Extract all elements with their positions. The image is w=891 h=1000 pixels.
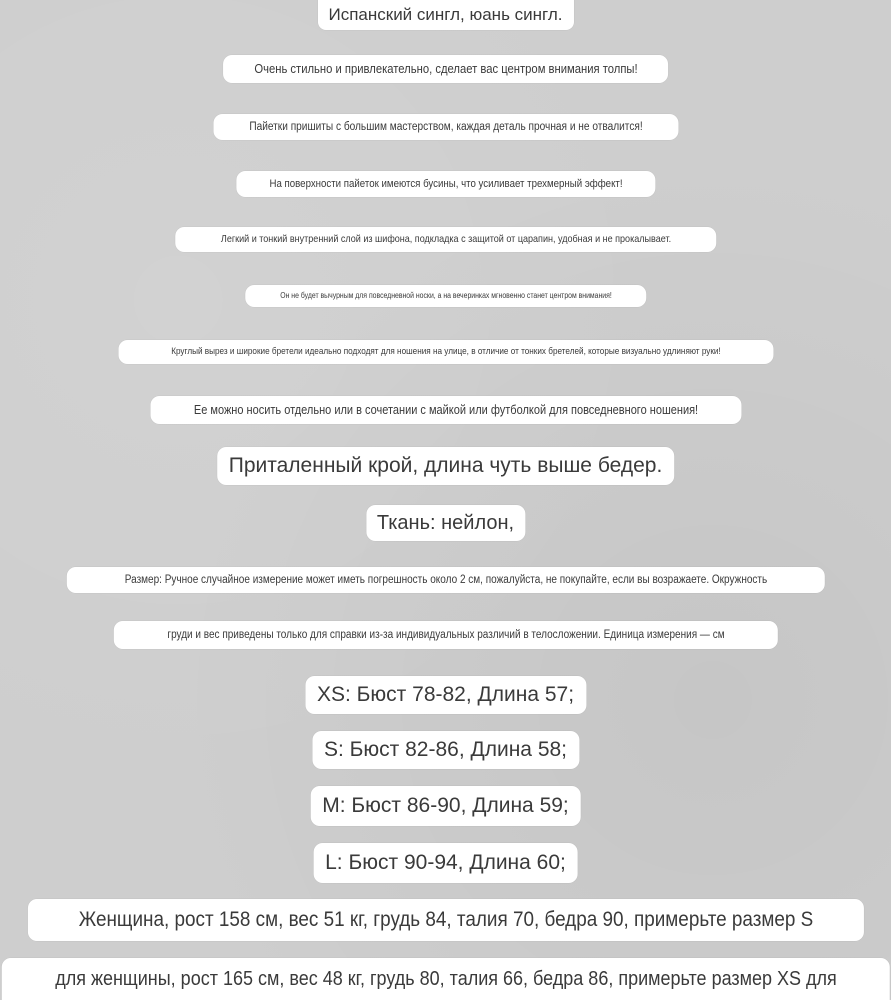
caption-line: Женщина, рост 158 см, вес 51 кг, грудь 84, талия 70, бедра 90, примерьте размер S xyxy=(27,899,863,941)
caption-line: Размер: Ручное случайное измерение может иметь погрешность около 2 см, пожалуйста, не покупайте, если вы возражаете. Окружность xyxy=(66,567,824,593)
caption-line: Ткань: нейлон, xyxy=(366,505,525,541)
caption-line: Круглый вырез и широкие бретели идеально подходят для ношения на улице, в отличие от тонких бретелей, которые визуально удлиняют руки! xyxy=(118,340,773,364)
caption-line: для женщины, рост 165 см, вес 48 кг, грудь 80, талия 66, бедра 86, примерьте размер XS для xyxy=(1,958,889,1000)
size-line: M: Бюст 86-90, Длина 59; xyxy=(310,786,581,826)
caption-line: Приталенный крой, длина чуть выше бедер. xyxy=(217,447,675,485)
caption-line: Очень стильно и привлекательно, сделает вас центром внимания толпы! xyxy=(223,55,669,83)
caption-line: Пайетки пришиты с большим мастерством, каждая деталь прочная и не отвалится! xyxy=(213,114,678,140)
size-line: XS: Бюст 78-82, Длина 57; xyxy=(305,676,586,714)
caption-line: На поверхности пайеток имеются бусины, что усиливает трехмерный эффект! xyxy=(236,171,655,197)
caption-line: Ее можно носить отдельно или в сочетании с майкой или футболкой для повседневного ношения! xyxy=(150,396,741,424)
caption-line: груди и вес приведены только для справки из-за индивидуальных различий в телосложении. Единица измерения — см xyxy=(113,621,777,649)
size-line: S: Бюст 82-86, Длина 58; xyxy=(312,731,579,769)
caption-line: Испанский сингл, юань сингл. xyxy=(317,0,573,30)
caption-line: Легкий и тонкий внутренний слой из шифона, подкладка с защитой от царапин, удобная и не прокалывает. xyxy=(175,227,716,252)
size-line: L: Бюст 90-94, Длина 60; xyxy=(313,843,578,883)
caption-line: Он не будет вычурным для повседневной носки, а на вечеринках мгновенно станет центром внимания! xyxy=(245,285,646,307)
